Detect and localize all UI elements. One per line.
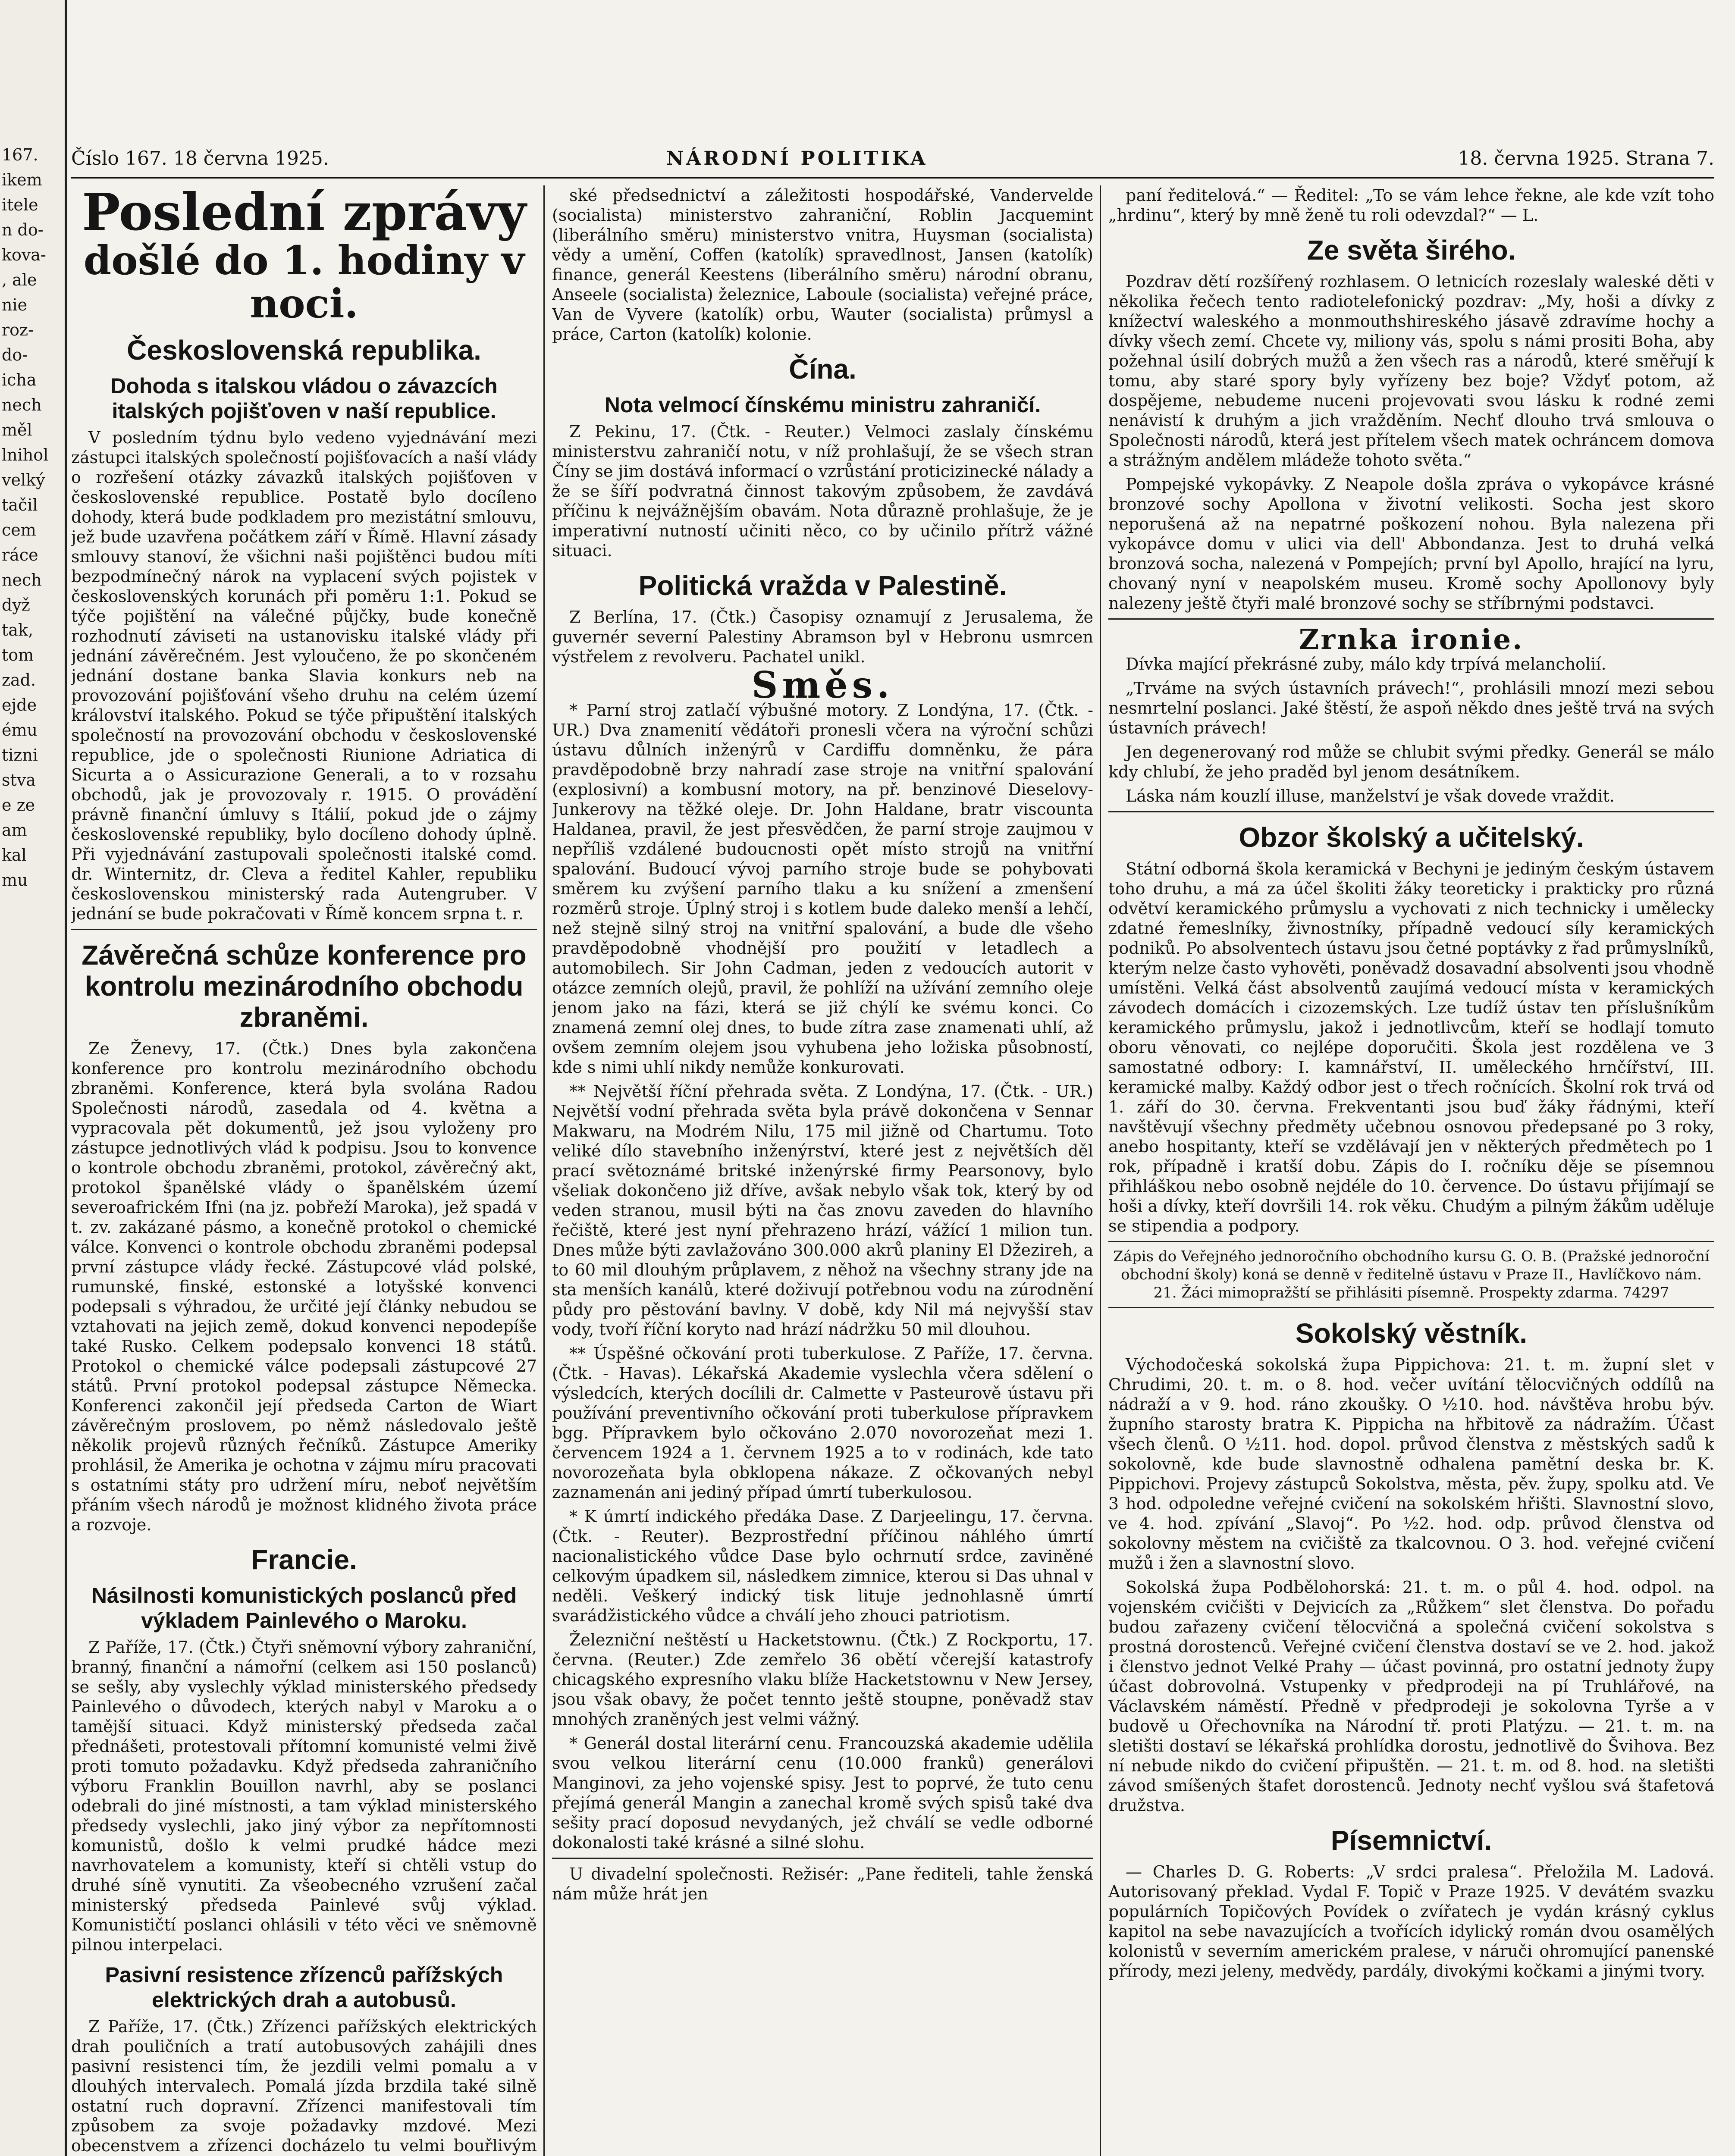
- latest-news-masthead: Poslední zprávy: [82, 185, 527, 242]
- gutter-text-fragment: n do-: [2, 220, 44, 239]
- column-2: [552, 185, 1093, 2156]
- latest-news-subhead: došlé do 1. hodiny v noci.: [83, 237, 525, 327]
- divider: [1108, 1307, 1714, 1308]
- article-body: Z Paříže, 17. (Čtk.) Čtyři sněmovní výbory zahraniční, branný, finanční a námořní (celkem asi 150 poslanců) se sešly, aby vyslechly výklad ministerského předsedy Painlevého o důvodech, kterých nabyl v Maroku a o tamější situaci. Když ministerský předseda začal přednášeti, protestovali přítomní komunisté velmi živě proti tomuto požadavku. Když předseda zahraničního výboru Franklin Bouillon navrhl, aby se poslanci odebrali do jiné místnosti, a tam výklad ministerského předsedy vyslechli, jako jiný výbor za nepřítomnosti komunistů, došlo k velmi prudké hádce mezi navrhovatelem a komunisty, kteří si chtěli vstup do druhé síně vynutiti. Za všeobecného vzrušení začal ministerský předseda Painlevé svůj výklad. Komunističtí poslanci ohlásili v této věci ve sněmovně pilnou interpelaci.: [71, 1638, 537, 1954]
- article-body: paní ředitelová.“ — Ředitel: „To se vám lehce řekne, ale kde vzít toho „hrdinu“, který by mně ženě tu roli odevzdal?“ — L.: [1108, 186, 1714, 225]
- gutter-text-fragment: ému: [2, 721, 38, 740]
- gutter-text-fragment: tačil: [2, 495, 38, 514]
- section-heading: Čína.: [789, 354, 857, 385]
- gutter-text-fragment: itele: [2, 195, 38, 214]
- divider: [1108, 618, 1714, 620]
- column-rule: [543, 185, 545, 2156]
- page-header: [71, 142, 1714, 179]
- left-page-gutter-fragment: [0, 0, 67, 2156]
- article-body: „Trváme na svých ústavních právech!“, prohlásili mnozí mezi sebou nesmrtelní poslanci. Jaké štěstí, že aspoň někdo dnes ještě trvá na svých ústavních právech!: [1108, 679, 1714, 737]
- gutter-text-fragment: ejde: [2, 696, 37, 714]
- article-body: Jen degenerovaný rod může se chlubit svými předky. Generál se málo kdy chlubí, že jeho praděd byl jenom desátníkem.: [1108, 743, 1714, 781]
- article-body: ** Úspěšné očkování proti tuberkulose. Z Paříže, 17. června. (Čtk. - Havas). Lékařská Akademie vyslechla včera sdělení o výsledcích, kterých docílili dr. Calmette v Pasteurově ústavu při používání preventivního očkování proti tuberkulose přípravkem bgg. Přípravkem bylo očkováno 2.070 novorozeňat mezi 1. červencem 1924 a 1. červnem 1925 a to v rodinách, kde tato novorozeňata byla obklopena nákaze. Z očkovaných nebyl zaznamenán ani jediný případ úmrtí tuberkulosou.: [552, 1344, 1093, 1502]
- divider: [552, 1858, 1093, 1859]
- gutter-text-fragment: cem: [2, 520, 36, 539]
- gutter-text-fragment: tak,: [2, 620, 34, 639]
- article-body: Pozdrav dětí rozšířený rozhlasem. O letnicích rozeslaly waleské děti v několika řečech tento radiotelefonický pozdrav: „My, hoši a dívky z knížectví waleského a monmouthshireského jásavě zdravíme hochy a dívky všech zemí. Chcete vy, miliony vás, spolu s námi prositi Boha, aby požehnal úsilí dobrých mužů a žen všech ras a národů, které směřují k tomu, aby staré spory byly vyřízeny bez boje? Vždyť potom, až dospějeme, nebudeme nuceni projevovati svou lásku k rodné zemi nenávistí k druhým a jich vražděním. Nechť dlouho trvá smlouva o Společnosti národů, která jest přítelem všech matek ochráncem domova a strážným andělem mládeže tohoto světa.“: [1108, 272, 1714, 470]
- article-body: — Charles D. G. Roberts: „V srdci pralesa“. Přeložila M. Ladová. Autorisovaný překlad. Vydal F. Topič v Praze 1925. V devátém svazku populárních Topičových Povídek o zvířatech je vydán krásný cyklus kapitol na sebe navazujících a tvořících idylický román dvou osamělých kolonistů v severním americkém pralese, v náruči ohromující panenské přírody, mezi jeleny, medvědy, pardály, divokými kočkami a jinými tvory.: [1108, 1862, 1714, 1981]
- article-body: * K úmrtí indického předáka Dase. Z Darjeelingu, 17. června. (Čtk. - Reuter). Bezprostřední příčinou náhlého úmrtí nacionalistického vůdce Dase bylo ochrnutí srdce, zaviněné celkovým úpadkem sil, následkem zimnice, kterou si Das uhnal v neděli. Veškerý indický tisk lituje jednohlasně úmrtí svarádžistického vůdce a chválí jeho zhouci patriotism.: [552, 1507, 1093, 1625]
- gutter-text-fragment: e ze: [2, 796, 35, 815]
- classified-notice: Zápis do Veřejného jednoročního obchodního kursu G. O. B. (Pražské jednoroční obchodní školy) koná se denně v ředitelně ústavu v Praze II., Havlíčkovo nám. 21. Žáci mimopražští se přihlásiti písemně. Prospekty zdarma. 74297: [1113, 1248, 1710, 1301]
- column-3: [1108, 185, 1714, 2156]
- article-headline: Násilnosti komunistických poslanců před výkladem Painlevého o Maroku.: [91, 1583, 517, 1633]
- newspaper-title: NÁRODNÍ POLITIKA: [666, 147, 928, 169]
- column-1: [71, 185, 537, 2156]
- column-rule: [1100, 185, 1101, 2156]
- gutter-text-fragment: am: [2, 821, 27, 840]
- gutter-text-fragment: dyž: [2, 595, 30, 614]
- article-body: * Generál dostal literární cenu. Francouzská akademie udělila svou velkou literární cenu (10.000 franků) generálovi Manginovi, za jeho vojenské spisy. Jest to poprvé, že tuto cenu přejímá generál Mangin a zanechal kromě svých spisů také dva sešity prací doposud nevydaných, jež chválí se vedle odborné dokonalosti také krásné a silné slohu.: [552, 1734, 1093, 1852]
- article-body: V posledním týdnu bylo vedeno vyjednávání mezi zástupci italských společností pojišťovacích a naší vlády o rozřešení otázky závazků italských pojišťoven v československé republice. Postatě bylo docíleno dohody, která bude podkladem pro mezistátní smlouvu, jež bude uzavřena počátkem září v Římě. Hlavní zásady smlouvy stanoví, že všichni naši pojištěnci budou míti bezpodmínečný nárok na vyplacení svých pojistek v československých korunách při poměru 1:1. Pokud se týče pojištění na válečné půjčky, bude konečně rozhodnutí záviseti na ustanovisku italské vlády při jednání závěrečném. Jest vyloučeno, že po skončeném jednání dostane banka Slavia konkurs neb na provozování pojišťování všeho druhu na celém území království italského. Pokud se týče připuštění italských společností na provozování obchodu v československé republice, jde o společnosti Riunione Adriatica di Sicurta a o Assicurazione Generali, a to v rozsahu obchodů, jak je provozovaly r. 1915. O provádění právně finanční úmluvy s Itálií, pokud jde o zájmy československé republiky, bylo docíleno dohody úplně. Při vyjednávání zastupovali společnosti italské comd. dr. Winternitz, dr. Cleva a ředitel Kahler, republiku československou ministerský rada Autengruber. V jednání se bude pokračovati v Římě koncem srpna t. r.: [71, 428, 537, 923]
- article-headline: Politická vražda v Palestině.: [638, 570, 1007, 601]
- section-heading: Zrnka ironie.: [1299, 624, 1524, 656]
- article-headline: Nota velmocí čínskému ministru zahraničí.: [604, 393, 1041, 417]
- issue-number: Číslo 167. 18 června 1925.: [71, 147, 329, 169]
- article-body: Sokolská župa Podbělohorská: 21. t. m. o půl 4. hod. odpol. na vojenském cvičišti v Dejvicích za „Růžkem“ slet členstva. Do pořadu budou zařazeny cvičení tělocvičná a společná cvičení sokolstva s prostná dorostenců. Veřejné cvičení členstva dostaví se ve 2. hod. jakož i členstvo jednot Velké Prahy — účast povinná, pro ostatní jednoty župy účast dobrovolná. Vstupenky v předprodeji na pí Truhlářové, na Václavském náměstí. Předně v předprodeji je sokolovna Tyrše a v budově u Ořechovníka na Národní tř. proti Platýzu. — 21. t. m. na sletišti dostaví se lékařská prohlídka dorostu, jednotlivě do Švihova. Bez ní nebude nikdo do cvičení připuštěn. — 21. t. m. od 8. hod. na sletišti závod smíšených štafet dorostenců. Jednoty nechť vyšlou svá štafetová družstva.: [1108, 1578, 1714, 1815]
- section-heading: Ze světa širého.: [1307, 235, 1516, 266]
- article-body: Státní odborná škola keramická v Bechyni je jediným českým ústavem toho druhu, a má za účel školiti žáky teoreticky i prakticky pro různá odvětví keramického průmyslu a vychovati z nich technicky i umělecky zdatné řemeslníky, živnostníky, případně vedoucí síly keramických podniků. Po absolventech ústavu jsou četné poptávky z řad průmyslníků, kterým nelze často vyhověti, poněvadž dosavadní absolventi jsou vhodně umístěni. Velká část absolventů zaujímá vedoucí místa v keramických závodech domácích i cizozemských. Lze tudíž ústav ten příslušníkům keramického průmyslu, jakož i jednotlivcům, kteří se hodlají tomuto oboru věnovati, co nejlépe doporučiti. Škola jest rozdělena ve 3 samostatné odbory: I. kamnářství, II. uměleckého hrnčířství, III. keramické malby. Každý odbor jest o třech ročnících. Školní rok trvá od 1. září do 30. června. Frekventanti jsou buď žáky řádnými, kteří navštěvují všechny předměty učebnou osnovou předepsané po 3 roky, anebo hospitanty, kteří se vzdělávají jen v některých předmětech po 1 rok, případně i kratší dobu. Zápis do I. ročníku děje se písemnou přihláškou nebo osobně nejdéle do 10. července. Do ústavu přijímají se hoši a dívky, kteří dovršili 14. rok věku. Chudým a pilným žákům uděluje se stipendia a podpory.: [1108, 859, 1714, 1235]
- article-body: Láska nám kouzlí illuse, manželství je však dovede vraždit.: [1126, 787, 1615, 805]
- gutter-text-fragment: nech: [2, 395, 42, 414]
- gutter-text-fragment: ráce: [2, 545, 38, 564]
- article-body: Z Paříže, 17. (Čtk.) Zřízenci pařížských elektrických drah pouličních a tratí autobusových zahájili dnes pasivní resistenci tím, že jezdili velmi pomalu a v dlouhých intervalech. Pomalá jízda brzdila také silně ostatní ruch dopravní. Zřízenci manifestovali tím způsobem za svoje požadavky mzdové. Mezi obecenstvem a zřízenci docházelo tu velmi bouřlivým: [71, 2017, 537, 2155]
- gutter-text-fragment: roz-: [2, 320, 34, 339]
- gutter-text-fragment: velký: [2, 470, 45, 489]
- gutter-text-fragment: nie: [2, 295, 28, 314]
- newspaper-page: [71, 142, 1714, 2156]
- article-body: Pompejské vykopávky. Z Neapole došla zpráva o vykopávce krásné bronzové sochy Apollona v životní velikosti. Socha jest skoro neporušená až na nepatrné poškození nohou. Byla nalezena při vykopávce domu v ulici via dell' Abbondanza. Jest to druhá velká bronzová socha, nalezená v Pompejích; první byl Apollo, hrající na lyru, chovaný nyní v neapolském museu. Kromě sochy Apollonovy byly nalezeny ještě čtyři malé bronzové sochy se stříbrnými podstavci.: [1108, 475, 1714, 613]
- article-headline: Závěrečná schůze konference pro kontrolu mezinárodního obchodu zbraněmi.: [82, 940, 527, 1033]
- article-body: Z Berlína, 17. (Čtk.) Časopisy oznamují z Jerusalema, že guvernér severní Palestiny Abramson byl v Hebronu usmrcen výstřelem z revolveru. Pachatel unikl.: [552, 608, 1093, 666]
- gutter-text-fragment: lnihol: [2, 445, 49, 464]
- article-headline: Pasivní resistence zřízenců pařížských elektrických drah a autobusů.: [105, 1963, 503, 2012]
- article-body: Dívka mající překrásné zuby, málo kdy trpívá melancholií.: [1126, 655, 1606, 674]
- gutter-text-fragment: 167.: [2, 145, 38, 164]
- article-body: U divadelní společnosti. Režisér: „Pane řediteli, tahle ženská nám může hrát jen: [552, 1865, 1093, 1903]
- divider: [71, 929, 537, 930]
- section-heading: Směs.: [751, 664, 894, 706]
- article-body: Ze Ženevy, 17. (Čtk.) Dnes byla zakončena konference pro kontrolu mezinárodního obchodu zbraněmi. Konference, která byla svolána Radou Společnosti národů, zasedala od 4. května a vypracovala pět dokumentů, jež jsou vyloženy pro zástupce jednotlivých vlád k podpisu. Jsou to konvence o kontrole obchodu zbraněmi, protokol, závěrečný akt, protokol španělské vlády o španělském území severoafrickém Ifni (na jz. pobřeží Maroka), jež spadá v t. zv. zakázané pásmo, a konečně protokol o chemické válce. Konvenci o kontrole obchodu zbraněmi podepsal první zástupce vlády řecké. Zástupcové vlád polské, rumunské, finské, estonské a lotyšské konvenci podepsali s výhradou, že určité její články nebudou se vztahovati na jejich země, dokud konvenci nepodepíše také Rusko. Celkem podepsalo konvenci 18 států. Protokol o chemické válce podepsali zástupcové 27 států. První protokol podepsal zástupce Německa. Konferenci zakončil její předseda Carton de Wiart závěrečným proslovem, po němž následovalo ještě několik projevů různých řečníků. Zástupce Ameriky prohlásil, že Amerika je ochotna v zájmu míru pracovati s ostatními státy pro udržení míru, neboť největším přáním všech národů je možnost klidného života práce a rozvoje.: [71, 1039, 537, 1534]
- gutter-text-fragment: nech: [2, 570, 42, 589]
- section-heading: Obzor školský a učitelský.: [1239, 822, 1584, 853]
- article-headline: Dohoda s italskou vládou o závazcích italských pojišťoven v naší republice.: [110, 374, 498, 423]
- gutter-text-fragment: zad.: [2, 671, 36, 689]
- gutter-text-fragment: kal: [2, 846, 27, 865]
- gutter-text-fragment: icha: [2, 370, 37, 389]
- gutter-text-fragment: mu: [2, 871, 28, 890]
- article-body: Železniční neštěstí u Hacketstownu. (Čtk.) Z Rockportu, 17. června. (Reuter.) Zde zemřelo 36 obětí včerejší katastrofy chicagského expresního vlaku blíže Hacketstownu v New Jersey, jsou však obavy, že počet tennto ještě stoupne, poněvadž stav mnohých zraněných jest velmi vážný.: [552, 1630, 1093, 1729]
- article-body: ** Největší říční přehrada světa. Z Londýna, 17. (Čtk. - UR.) Největší vodní přehrada světa byla právě dokončena v Sennar Makwaru, na Modrém Nilu, 175 mil jižně od Chartumu. Toto veliké dílo stavebního inženýrství, které jest z největších děl prací světoznámé britské inženýrské firmy Pearsonovy, bylo všeliak dokončeno již dříve, avšak nebylo však tok, který by od veden stranou, musil býti na čas znovu zaveden do hlavního řečiště, které jest nyní přehrazeno hrází, vážící 1 milion tun. Dnes může býti zavlažováno 300.000 akrů planiny El Džezireh, a to 60 mil dlouhým průplavem, z něhož na všechny strany jde na sta menších kanálů, které doživují potřebnou vodu na zúrodnění půdy pro pěstování bavlny. V době, kdy Nil má nejvyšší stav vody, tvoří říční koryto nad hrází nádržku 50 mil dlouhou.: [552, 1082, 1093, 1339]
- gutter-text-fragment: tom: [2, 646, 34, 664]
- gutter-text-fragment: do-: [2, 345, 28, 364]
- section-heading: Francie.: [251, 1544, 357, 1575]
- gutter-text-fragment: , ale: [2, 270, 37, 289]
- gutter-text-fragment: stva: [2, 771, 36, 790]
- article-body: Východočeská sokolská župa Pippichova: 21. t. m. župní slet v Chrudimi, 20. t. m. o 8. hod. večer uvítání tělocvičných oddílů na nádraží a v 9. hod. ráno zkoušky. O ½10. hod. návštěva hrobu býv. župního starosty bratra K. Pippicha na hřbitově za nádražím. Účast všech členů. O ½11. hod. dopol. průvod členstva z městských sadů k sokolovně, kde bude slavnostně odhalena pamětní deska br. K. Pippichovi. Projevy zástupců Sokolstva, města, pěv. župy, spolku atd. Ve 3 hod. odpoledne veřejné cvičení na sokolském hřišti. Slavnostní slovo, ve 4. hod. zpívání „Slavoj“. Po ½2. hod. odp. průvod členstva od sokolovny městem na cvičiště za tkalcovnou. O 3. hod. veřejné cvičení mužů i žen a slavnostní slovo.: [1108, 1355, 1714, 1573]
- gutter-text-fragment: měl: [2, 420, 32, 439]
- gutter-text-fragment: tizni: [2, 746, 38, 765]
- article-body: * Parní stroj zatlačí výbušné motory. Z Londýna, 17. (Čtk. - UR.) Dva znamenití vědátoři pronesli včera na výroční schůzi ústavu důlních inženýrů v Cardiffu domněnku, že pára pravděpodobně brzy nahradí zase stroje na vnitřní spalování (explosivní) a kombusní motory, na př. benzinové Dieselovy-Junkerovy na těžké oleje. Dr. John Haldane, bratr viscounta Haldanea, pravil, že jest přesvědčen, že parní stroje zaujmou v nepříliš vzdálené budoucnosti opět místo strojů na vnitřní spalování. Budoucí vývoj parního stroje bude se pohybovati směrem ku zvýšení parního tlaku a ku snížení a zmenšení rozměrů stroje. Úplný stroj i s kotlem bude daleko menší a lehčí, než stejně silný stroj na vnitřní spalování, a bude dle všeho pravděpodobně vhodnější pro použití v letadlech a automobilech. Sir John Cadman, jeden z vedoucích autorit v otázce zemních olejů, pravil, že pohlíží na užívání zemního oleje jenom jako na fázi, která se již chýlí ke svému konci. Co znamená zemní olej dnes, to bude zítra zase znamenati uhlí, až ovšem zemním olejem jsou vyhubena jeho ložiska působností, kde s nimi uhlí nikdy nemůže konkurovati.: [552, 701, 1093, 1077]
- section-heading: Písemnictví.: [1330, 1825, 1492, 1856]
- section-heading: Sokolský věstník.: [1295, 1318, 1528, 1349]
- gutter-text-fragment: kova-: [2, 245, 46, 264]
- divider: [1108, 1241, 1714, 1242]
- page-date-number: 18. června 1925. Strana 7.: [1458, 147, 1714, 169]
- divider: [1108, 811, 1714, 812]
- article-body: Z Pekinu, 17. (Čtk. - Reuter.) Velmoci zaslaly čínskému ministerstvu zahraničí notu, v níž prohlašují, že se všech stran Číny se jim dostává informací o vzrůstání proticizinecké nálady a že se šíří podvratná činnost takovým způsobem, že zavdává příčinu k nejvážnějším obavám. Nota důrazně prohlašuje, že je imperativní nutností učiniti něco, co by učinilo přítrž vážné situaci.: [552, 422, 1093, 560]
- section-heading: Československá republika.: [127, 335, 481, 366]
- gutter-text-fragment: ikem: [2, 170, 42, 189]
- article-body: ské předsednictví a záležitosti hospodářské, Vandervelde (socialista) ministerstvo zahraniční, Roblin Jacquemint (liberálního směru) ministerstvo vnitra, Huysman (socialista) vědy a umění, Coffen (katolík) spravedlnost, Jansen (katolík) finance, generál Keestens (liberálního směru) národní obranu, Anseele (socialista) železnice, Laboule (socialista) veřejné práce, Van de Vyvere (katolík) orbu, Wauter (socialista) průmysl a práce, Carton (katolík) kolonie.: [552, 186, 1093, 344]
